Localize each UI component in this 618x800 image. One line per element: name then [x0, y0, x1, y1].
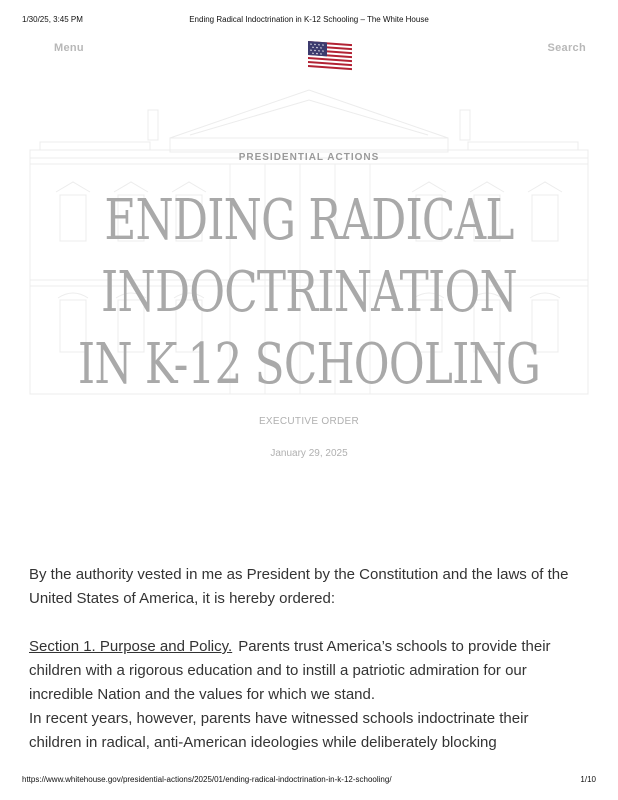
section-1-heading: Section 1. Purpose and Policy.	[29, 638, 233, 655]
hero-section	[0, 30, 618, 490]
print-header	[22, 15, 596, 24]
search-button[interactable]: Search	[547, 42, 586, 54]
title-line-2: INDOCTRINATION	[101, 260, 517, 325]
print-datetime: 1/30/25, 3:45 PM	[22, 15, 83, 24]
section-1-paragraph-2: In recent years, however, parents have witnessed schools indoctrinate their children in radical, anti-American ideologies while deliberately blocking	[29, 710, 529, 751]
print-footer	[22, 775, 596, 784]
print-page-number: 1/10	[580, 775, 596, 784]
category-eyebrow[interactable]: PRESIDENTIAL ACTIONS	[238, 152, 380, 163]
section-1-paragraph	[29, 635, 578, 707]
page-title	[68, 185, 550, 401]
print-url: https://www.whitehouse.gov/presidential-actions/2025/01/ending-radical-indoctrination-in-k-12-schooling/	[22, 775, 392, 784]
print-page-title: Ending Radical Indoctrination in K-12 Schooling – The White House	[189, 15, 429, 24]
order-body	[29, 563, 578, 755]
order-date: January 29, 2025	[270, 448, 348, 459]
title-line-3: IN K-12 SCHOOLING	[77, 332, 541, 397]
order-type: EXECUTIVE ORDER	[258, 416, 360, 427]
us-flag-icon[interactable]	[308, 41, 352, 71]
menu-button[interactable]: Menu	[54, 42, 84, 54]
intro-paragraph: By the authority vested in me as President by the Constitution and the laws of the United States of America, it is hereby ordered:	[29, 566, 569, 607]
title-line-1: ENDING RADICAL	[104, 188, 514, 253]
section-1-text: Parents trust America’s schools to provide their children with a rigorous education and to instill a patriotic admiration for our incredible Nation and the values for which we stand.	[29, 638, 551, 703]
